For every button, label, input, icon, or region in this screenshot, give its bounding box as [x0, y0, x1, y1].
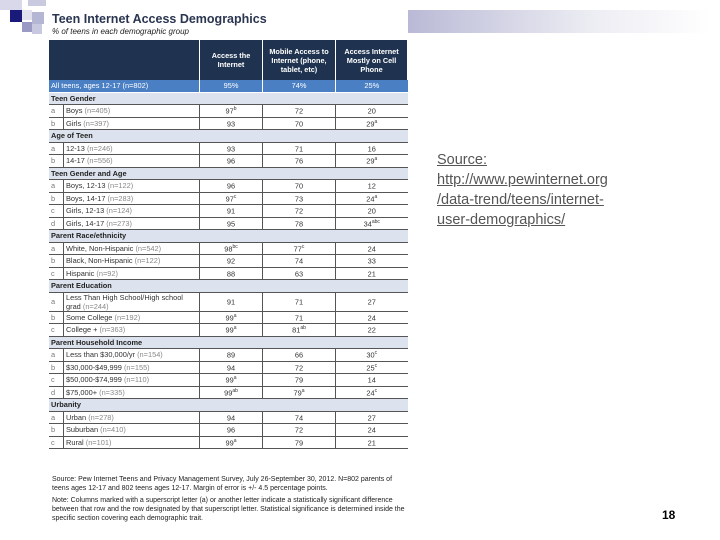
row-letter: d	[49, 217, 64, 230]
cell-number: 94	[226, 412, 236, 422]
cell-value	[263, 292, 336, 311]
cell-value	[336, 205, 408, 218]
row-sample-size: (n=556)	[86, 156, 113, 166]
row-label-text: College +	[66, 325, 98, 335]
section-header-row	[49, 130, 408, 143]
cell-value	[200, 424, 263, 437]
source-link-line[interactable]: user-demographics/	[437, 212, 566, 228]
cell-value	[200, 117, 263, 130]
cell-number: 74	[294, 412, 304, 422]
cell-number: 24	[366, 387, 375, 397]
cell-value	[263, 105, 336, 118]
table-row	[49, 386, 408, 399]
cell-value	[336, 386, 408, 399]
row-label-text: Boys, 14-17	[66, 193, 106, 203]
cell-number: 24	[367, 312, 376, 322]
row-label	[64, 424, 200, 437]
row-letter: a	[49, 349, 64, 362]
source-link-line[interactable]: Source:	[437, 152, 487, 168]
cell-number: 20	[367, 106, 376, 116]
row-label	[64, 205, 200, 218]
cell-number: 99	[225, 325, 234, 335]
section-title: Parent Education	[49, 280, 408, 293]
row-sample-size: (n=92)	[96, 268, 118, 278]
row-label-text: Less than $30,000/yr	[66, 350, 136, 360]
cell-value	[200, 311, 263, 324]
cell-value	[200, 155, 263, 168]
row-label	[64, 180, 200, 193]
header-label	[49, 40, 200, 80]
cell-number: 27	[367, 412, 376, 422]
row-sample-size: (n=283)	[107, 193, 134, 203]
cell-value	[263, 374, 336, 387]
cell-number: 24	[367, 425, 376, 435]
cell-number: 79	[294, 437, 304, 447]
cell-number: 98	[224, 243, 233, 253]
row-label-text: Suburban	[66, 425, 99, 435]
cell-superscript: c	[374, 362, 378, 369]
table-header-row	[49, 40, 408, 80]
cell-value	[336, 311, 408, 324]
row-letter: a	[49, 180, 64, 193]
cell-superscript: a	[301, 387, 305, 394]
cell-number: 12	[367, 181, 376, 191]
cell-value	[263, 386, 336, 399]
cell-number: 72	[294, 362, 304, 372]
row-label-text: Hispanic	[66, 268, 95, 278]
row-letter: b	[49, 424, 64, 437]
table-row	[49, 142, 408, 155]
table-row	[49, 217, 408, 230]
row-label-text: Girls	[66, 118, 82, 128]
cell-superscript: b	[233, 106, 237, 113]
cell-value	[336, 324, 408, 337]
row-label	[64, 411, 200, 424]
cell-value	[200, 436, 263, 449]
row-letter: b	[49, 255, 64, 268]
cell-value	[336, 242, 408, 255]
row-sample-size: (n=405)	[84, 106, 111, 116]
cell-number: 70	[294, 181, 304, 191]
row-label-text: 12-13	[66, 143, 85, 153]
cell-number: 30	[366, 350, 375, 360]
row-sample-size: (n=110)	[123, 375, 150, 385]
cell-value	[200, 386, 263, 399]
cell-number: 72	[294, 106, 304, 116]
cell-number: 76	[294, 156, 304, 166]
cell-superscript: a	[233, 312, 237, 319]
cell-value	[336, 374, 408, 387]
cell-number: 99	[225, 312, 234, 322]
row-sample-size: (n=335)	[99, 387, 125, 397]
cell-value	[263, 349, 336, 362]
section-header-row	[49, 280, 408, 293]
row-label-text: Some College	[66, 312, 113, 322]
cell-number: 72	[294, 206, 304, 216]
cell-number: 27	[367, 297, 376, 307]
cell-value	[336, 117, 408, 130]
cell-value	[200, 349, 263, 362]
row-label	[64, 255, 200, 268]
cell-value: 95%	[200, 80, 263, 92]
cell-number: 16	[367, 143, 376, 153]
cell-value	[263, 267, 336, 280]
cell-number: 25	[366, 362, 375, 372]
cell-value	[336, 255, 408, 268]
table-row	[49, 255, 408, 268]
row-sample-size: (n=542)	[135, 243, 162, 253]
cell-superscript: ab	[232, 387, 238, 394]
cell-number: 92	[226, 256, 236, 266]
cell-number: 99	[225, 375, 234, 385]
cell-value	[263, 142, 336, 155]
cell-number: 91	[226, 206, 236, 216]
row-label	[64, 192, 200, 205]
cell-value	[336, 142, 408, 155]
section-header-row	[49, 399, 408, 412]
row-label-text: $30,000-$49,999	[66, 362, 122, 372]
cell-value	[263, 424, 336, 437]
table-row	[49, 242, 408, 255]
row-sample-size: (n=155)	[123, 362, 150, 372]
cell-value	[336, 436, 408, 449]
cell-value	[263, 155, 336, 168]
table-row	[49, 105, 408, 118]
row-letter: b	[49, 155, 64, 168]
row-sample-size: (n=246)	[86, 143, 113, 153]
cell-number: 33	[367, 256, 376, 266]
cell-superscript: a	[233, 375, 237, 382]
section-title: Age of Teen	[49, 130, 408, 143]
cell-number: 94	[226, 362, 236, 372]
cell-number: 93	[226, 143, 236, 153]
cell-number: 79	[293, 387, 302, 397]
slide-title-bar	[406, 10, 711, 33]
cell-number: 71	[294, 297, 304, 307]
row-label	[64, 105, 200, 118]
source-link-line[interactable]: http://www.pewinternet.org	[437, 172, 608, 188]
cell-number: 21	[367, 268, 376, 278]
cell-value	[263, 217, 336, 230]
cell-superscript: c	[374, 350, 378, 357]
cell-value	[200, 180, 263, 193]
row-sample-size: (n=244)	[82, 301, 109, 311]
row-label-text: $75,000+	[66, 387, 98, 397]
row-label-text: Less Than High School/High school grad	[66, 292, 183, 311]
section-title: Urbanity	[49, 399, 408, 412]
row-label	[64, 217, 200, 230]
cell-superscript: abc	[371, 218, 380, 225]
cell-number: 88	[226, 268, 236, 278]
cell-number: 34	[363, 218, 372, 228]
row-label	[64, 267, 200, 280]
section-header-row	[49, 230, 408, 243]
row-label	[64, 324, 200, 337]
cell-number: 73	[294, 193, 304, 203]
header-mobile-access: Mobile Access to Internet (phone, tablet, etc)	[263, 40, 336, 80]
table-row	[49, 155, 408, 168]
cell-value	[336, 424, 408, 437]
cell-value	[336, 105, 408, 118]
row-label	[64, 117, 200, 130]
row-label-text: 14-17	[66, 156, 85, 166]
cell-number: 74	[294, 256, 304, 266]
table-row	[49, 411, 408, 424]
figure-subtitle: % of teens in each demographic group	[52, 27, 189, 36]
cell-value	[263, 436, 336, 449]
cell-value	[336, 361, 408, 374]
row-label-text: Urban	[66, 412, 87, 422]
table-row	[49, 205, 408, 218]
row-label-text: Boys, 12-13	[66, 181, 106, 191]
cell-number: 81	[292, 325, 301, 335]
cell-number: 20	[367, 206, 376, 216]
row-letter: a	[49, 411, 64, 424]
cell-value	[263, 324, 336, 337]
cell-number: 63	[294, 268, 304, 278]
demographics-table-figure	[44, 8, 408, 538]
row-sample-size: (n=192)	[114, 312, 141, 322]
cell-value	[200, 267, 263, 280]
cell-value	[200, 205, 263, 218]
cell-superscript: c	[233, 193, 237, 200]
cell-number: 70	[294, 118, 304, 128]
cell-value	[336, 292, 408, 311]
cell-value	[200, 411, 263, 424]
row-sample-size: (n=124)	[106, 206, 132, 216]
cell-value	[200, 242, 263, 255]
cell-value	[263, 117, 336, 130]
figure-title: Teen Internet Access Demographics	[52, 12, 267, 26]
row-label-text: Girls, 12-13	[66, 206, 105, 216]
cell-value	[263, 311, 336, 324]
cell-number: 14	[367, 375, 376, 385]
row-sample-size: (n=122)	[134, 256, 161, 266]
cell-value	[263, 242, 336, 255]
cell-number: 97	[225, 106, 234, 116]
row-sample-size: (n=363)	[99, 325, 126, 335]
cell-superscript: a	[374, 156, 378, 163]
cell-number: 79	[294, 375, 304, 385]
cell-number: 93	[226, 118, 236, 128]
cell-number: 97	[225, 193, 234, 203]
row-letter: b	[49, 192, 64, 205]
row-sample-size: (n=273)	[106, 218, 132, 228]
table-row	[49, 324, 408, 337]
cell-number: 99	[225, 437, 234, 447]
cell-number: 96	[226, 156, 236, 166]
row-sample-size: (n=154)	[137, 350, 163, 360]
cell-superscript: c	[301, 243, 305, 250]
cell-value	[200, 292, 263, 311]
cell-superscript: ab	[300, 325, 306, 332]
section-header-row	[49, 92, 408, 105]
row-letter: c	[49, 324, 64, 337]
table-row	[49, 436, 408, 449]
row-letter: c	[49, 374, 64, 387]
cell-value	[200, 374, 263, 387]
cell-superscript: c	[374, 387, 378, 394]
row-label-text: Rural	[66, 437, 84, 447]
row-label	[64, 361, 200, 374]
cell-number: 99	[224, 387, 233, 397]
cell-value	[263, 411, 336, 424]
cell-value	[200, 324, 263, 337]
row-label-text: White, Non-Hispanic	[66, 243, 134, 253]
cell-value: 74%	[263, 80, 336, 92]
row-label	[64, 436, 200, 449]
cell-value: 25%	[336, 80, 408, 92]
header-mostly-cell: Access Internet Mostly on Cell Phone	[336, 40, 408, 80]
section-title: Parent Household Income	[49, 336, 408, 349]
cell-value	[263, 180, 336, 193]
cell-superscript: bc	[232, 243, 238, 250]
row-letter: c	[49, 267, 64, 280]
row-letter: d	[49, 386, 64, 399]
cell-value	[336, 155, 408, 168]
cell-number: 89	[226, 350, 236, 360]
cell-number: 29	[366, 156, 375, 166]
source-link-line[interactable]: /data-trend/teens/internet-	[437, 192, 604, 208]
section-title: Teen Gender and Age	[49, 167, 408, 180]
row-sample-size: (n=410)	[100, 425, 126, 435]
row-letter: a	[49, 142, 64, 155]
cell-value	[200, 361, 263, 374]
cell-superscript: a	[233, 437, 237, 444]
significance-note: Note: Columns marked with a superscript letter (a) or another letter indicate a statistically significant difference between that row and the row designated by that superscript letter. Statistical significance is determined inside the specific section covering each demographic trait.	[52, 497, 405, 522]
row-label	[64, 311, 200, 324]
row-sample-size: (n=101)	[85, 437, 112, 447]
cell-number: 71	[294, 312, 304, 322]
row-letter: c	[49, 436, 64, 449]
demographics-table	[49, 40, 408, 449]
row-label-text: Girls, 14-17	[66, 218, 105, 228]
cell-value	[336, 349, 408, 362]
cell-value	[200, 105, 263, 118]
section-header-row	[49, 336, 408, 349]
cell-value	[336, 217, 408, 230]
cell-number: 21	[367, 437, 376, 447]
cell-number: 24	[367, 243, 376, 253]
section-title: Teen Gender	[49, 92, 408, 105]
section-header-row	[49, 167, 408, 180]
cell-number: 29	[366, 118, 375, 128]
row-label-text: Black, Non-Hispanic	[66, 256, 133, 266]
cell-number: 77	[293, 243, 302, 253]
source-note: Source: Pew Internet Teens and Privacy Management Survey, July 26-September 30, 2012. N=802 parents of teens ages 12-17 and 802 teens ages 12-17. Margin of error is +/- 4.5 percentage points.	[52, 476, 393, 492]
row-label-text: $50,000-$74,999	[66, 375, 122, 385]
table-row	[49, 117, 408, 130]
row-sample-size: (n=278)	[88, 412, 114, 422]
cell-number: 78	[294, 218, 304, 228]
table-row	[49, 424, 408, 437]
cell-number: 66	[294, 350, 304, 360]
table-row	[49, 361, 408, 374]
source-link[interactable]	[437, 150, 608, 230]
row-letter: c	[49, 205, 64, 218]
table-row	[49, 292, 408, 311]
all-teens-row	[49, 80, 408, 92]
cell-superscript: a	[374, 118, 378, 125]
header-access-internet: Access the Internet	[200, 40, 263, 80]
section-title: Parent Race/ethnicity	[49, 230, 408, 243]
row-letter: a	[49, 105, 64, 118]
table-row	[49, 311, 408, 324]
row-letter: b	[49, 117, 64, 130]
cell-superscript: a	[374, 193, 378, 200]
cell-number: 22	[367, 325, 376, 335]
table-row	[49, 374, 408, 387]
cell-value	[200, 142, 263, 155]
cell-value	[336, 267, 408, 280]
cell-superscript: a	[233, 325, 237, 332]
row-label: All teens, ages 12-17 (n=802)	[49, 80, 200, 92]
table-row	[49, 267, 408, 280]
cell-value	[200, 217, 263, 230]
row-sample-size: (n=397)	[83, 118, 109, 128]
row-label	[64, 292, 200, 311]
row-label	[64, 349, 200, 362]
cell-number: 91	[226, 297, 236, 307]
cell-number: 24	[366, 193, 375, 203]
row-letter: b	[49, 311, 64, 324]
row-letter: a	[49, 292, 64, 311]
cell-value	[200, 192, 263, 205]
table-row	[49, 349, 408, 362]
cell-number: 96	[226, 181, 236, 191]
cell-value	[263, 192, 336, 205]
row-letter: b	[49, 361, 64, 374]
row-letter: a	[49, 242, 64, 255]
cell-value	[263, 205, 336, 218]
row-label	[64, 386, 200, 399]
cell-value	[336, 180, 408, 193]
row-label	[64, 155, 200, 168]
cell-number: 95	[226, 218, 236, 228]
cell-number: 96	[226, 425, 236, 435]
row-label	[64, 374, 200, 387]
cell-value	[200, 255, 263, 268]
table-row	[49, 192, 408, 205]
row-label	[64, 242, 200, 255]
cell-number: 71	[294, 143, 304, 153]
cell-value	[336, 411, 408, 424]
cell-value	[263, 255, 336, 268]
cell-value	[336, 192, 408, 205]
page-number: 18	[662, 508, 676, 522]
row-sample-size: (n=122)	[107, 181, 134, 191]
row-label-text: Boys	[66, 106, 83, 116]
cell-value	[263, 361, 336, 374]
figure-notes	[52, 475, 408, 526]
row-label	[64, 142, 200, 155]
table-row	[49, 180, 408, 193]
cell-number: 72	[294, 425, 304, 435]
